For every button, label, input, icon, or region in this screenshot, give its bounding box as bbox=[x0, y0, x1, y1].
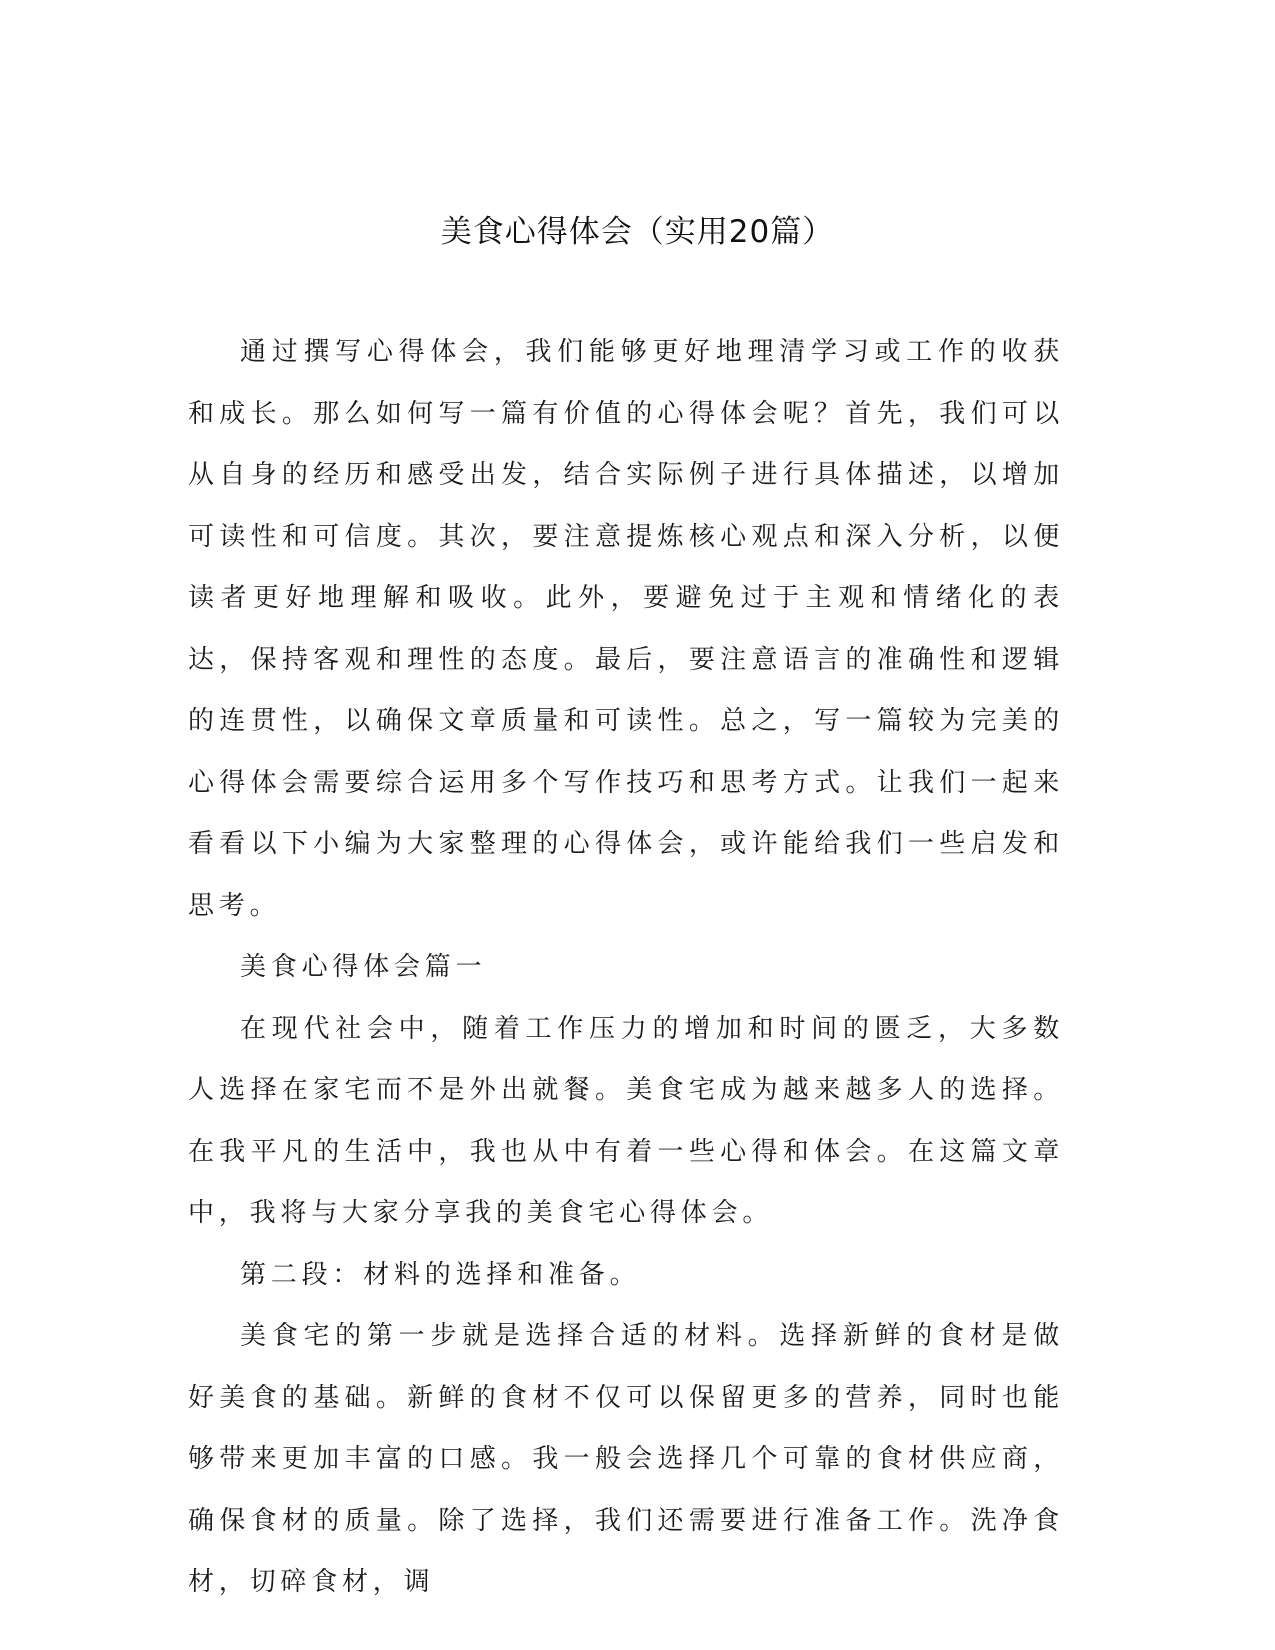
section-heading-part-one: 美食心得体会篇一 bbox=[240, 952, 487, 982]
section-heading-second-paragraph: 第二段：材料的选择和准备。 bbox=[240, 1259, 641, 1290]
intro-paragraph: 通过撰写心得体会，我们能够更好地理清学习或工作的收获和成长。那么如何写一篇有价值的心得体会呢？首先，我们可以从自身的经历和感受出发，结合实际例子进行具体描述，以增加可读性和可信度。其次，要注意提炼核心观点和深入分析，以便读者更好地理解和吸收。此外，要避免过于主观和情绪化的表达，保持客观和理性的态度。最后，要注意语言的准确性和逻辑的连贯性，以确保文章质量和可读性。总之，写一篇较为完美的心得体会需要综合运用多个写作技巧和思考方式。让我们一起来看看以下小编为大家整理的心得体会，或许能给我们一些启发和思考。 bbox=[188, 337, 1064, 921]
document-body bbox=[188, 322, 1064, 1614]
body-paragraph: 在现代社会中，随着工作压力的增加和时间的匮乏，大多数人选择在家宅而不是外出就餐。美食宅成为越来越多人的选择。在我平凡的生活中，我也从中有着一些心得和体会。在这篇文章中，我将与大家分享我的美食宅心得体会。 bbox=[188, 1013, 1064, 1228]
document-title: 美食心得体会（实用20篇） bbox=[440, 214, 835, 250]
body-paragraph: 美食宅的第一步就是选择合适的材料。选择新鲜的食材是做好美食的基础。新鲜的食材不仅可以保留更多的营养，同时也能够带来更加丰富的口感。我一般会选择几个可靠的食材供应商，确保食材的质量。除了选择，我们还需要进行准备工作。洗净食材，切碎食材，调 bbox=[188, 1321, 1064, 1597]
